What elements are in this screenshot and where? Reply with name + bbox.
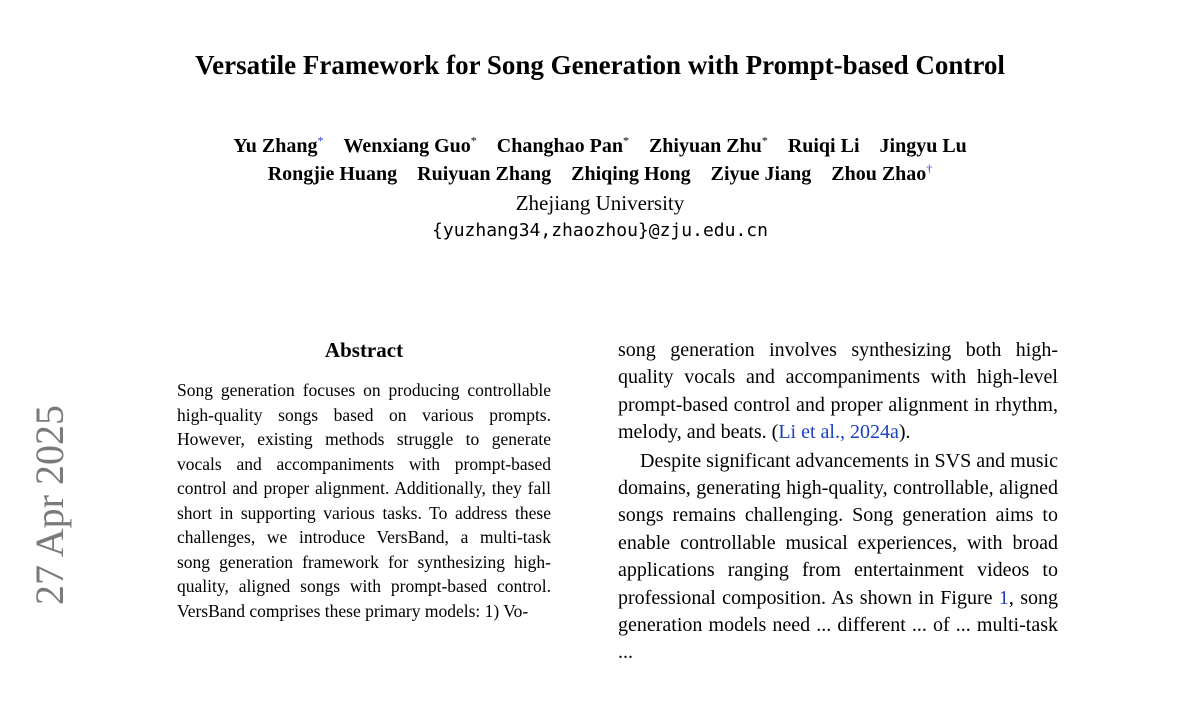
author-name bbox=[831, 163, 932, 185]
author-name bbox=[233, 135, 323, 157]
author-affiliation-mark[interactable]: * bbox=[622, 133, 629, 148]
author-line-2 bbox=[0, 160, 1200, 188]
paper-title: Versatile Framework for Song Generation with Prompt-based Control bbox=[195, 50, 1005, 80]
author-name bbox=[649, 135, 768, 157]
body-paragraph-2-text-a: Despite significant advancements in SVS and music domains, generating high-quality, controllable, aligned songs remains challenging. Song generation aims to enable controllable musical experiences, with broad applications ranging from entertainment videos to professional composition. As shown in Figure bbox=[618, 449, 1058, 609]
author-name-text: Jingyu Lu bbox=[879, 135, 967, 157]
author-name bbox=[571, 163, 691, 185]
author-list bbox=[0, 132, 1200, 188]
arxiv-date-stamp: 27 Apr 2025 bbox=[27, 405, 72, 605]
author-name bbox=[417, 163, 551, 185]
body-paragraph-1 bbox=[618, 337, 1058, 447]
author-name bbox=[880, 135, 967, 157]
figure-reference-link[interactable]: 1 bbox=[998, 586, 1009, 609]
author-name-text: Changhao Pan bbox=[496, 135, 623, 157]
author-affiliation-mark[interactable]: * bbox=[761, 133, 768, 148]
author-name-text: Yu Zhang bbox=[233, 135, 318, 157]
author-email: {yuzhang34,zhaozhou}@zju.edu.cn bbox=[432, 220, 768, 241]
author-line-1 bbox=[0, 132, 1200, 160]
author-name-text: Wenxiang Guo bbox=[343, 135, 471, 157]
author-name-text: Ziyue Jiang bbox=[710, 163, 812, 185]
body-paragraph-2 bbox=[618, 448, 1058, 667]
author-name-text: Zhou Zhao bbox=[831, 163, 927, 185]
author-name bbox=[268, 163, 397, 185]
author-name-text: Ruiyuan Zhang bbox=[417, 163, 552, 185]
author-name-text: Zhiyuan Zhu bbox=[648, 135, 762, 157]
abstract-text: Song generation focuses on producing controllable high-quality songs based on various prompts. However, existing methods struggle to generate vocals and accompaniments with prompt-based control and proper alignment. Additionally, they fall short in supporting various tasks. To address these challenges, we introduce VersBand, a multi-task song generation framework for synthesizing high-quality, aligned songs with prompt-based control. VersBand comprises these primary models: 1) Vo- bbox=[177, 380, 551, 621]
citation-link[interactable]: Li et al., 2024a bbox=[778, 421, 899, 444]
introduction-text bbox=[618, 337, 1058, 667]
abstract-heading: Abstract bbox=[324, 338, 404, 362]
author-name bbox=[497, 135, 629, 157]
author-name bbox=[711, 163, 812, 185]
body-paragraph-1-text: song generation involves synthesizing both high-quality vocals and accompaniments with high-level prompt-based control and proper alignment in rhythm, melody, and beats. ( bbox=[618, 339, 1058, 444]
abstract-section bbox=[177, 336, 551, 623]
author-affiliation-mark[interactable]: * bbox=[470, 133, 477, 148]
body-paragraph-1-tail: ). bbox=[898, 421, 911, 444]
author-name-text: Zhiqing Hong bbox=[571, 163, 691, 185]
author-name bbox=[344, 135, 477, 157]
body-paragraph-2-text-b: , song generation models need ... different ... of ... multi-task ... bbox=[618, 586, 1058, 664]
author-name-text: Rongjie Huang bbox=[267, 163, 398, 185]
author-name-text: Ruiqi Li bbox=[787, 135, 860, 157]
author-affiliation-mark[interactable]: † bbox=[926, 161, 933, 176]
affiliation: Zhejiang University bbox=[515, 191, 685, 215]
author-name bbox=[788, 135, 860, 157]
author-affiliation-mark[interactable]: * bbox=[317, 133, 324, 148]
